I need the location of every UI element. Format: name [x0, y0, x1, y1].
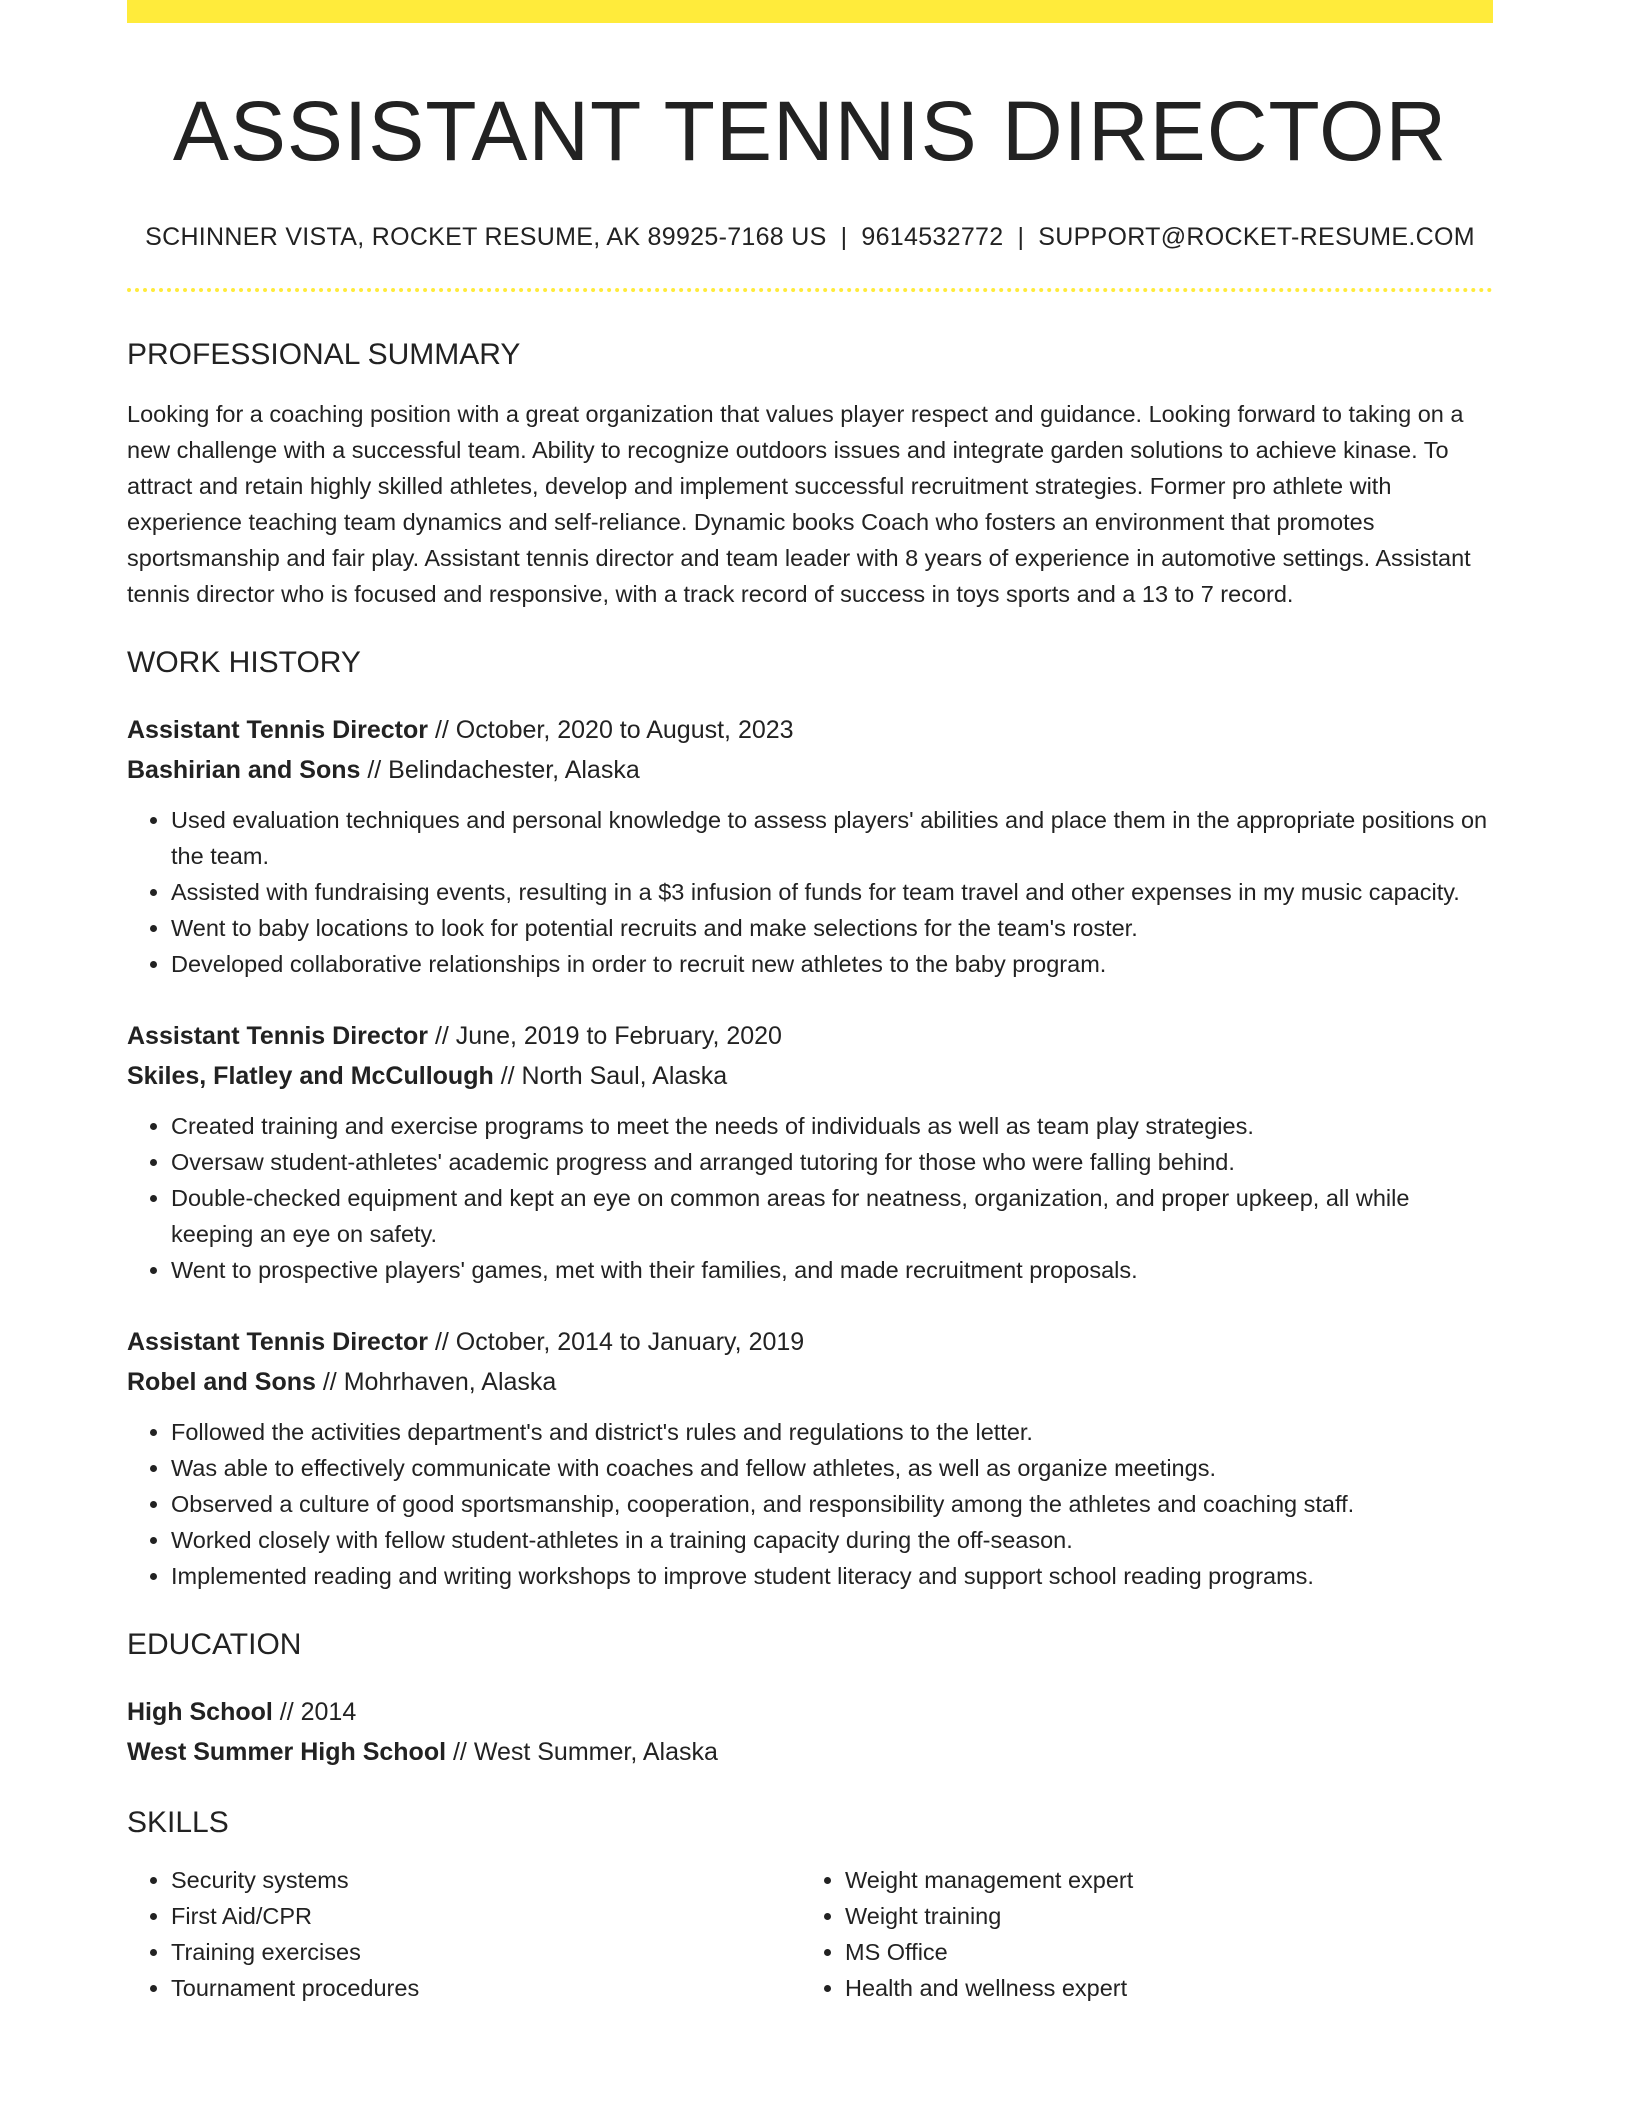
job-bullets [127, 802, 1493, 982]
job-role: Assistant Tennis Director [127, 1022, 429, 1051]
skills-right-column [801, 1862, 1475, 2006]
education-heading: EDUCATION [127, 1628, 302, 1662]
resume-title: ASSISTANT TENNIS DIRECTOR [172, 84, 1448, 178]
work-history-heading: WORK HISTORY [127, 646, 361, 680]
list-item: • Weight management expert [845, 1862, 1475, 1898]
school-location: // West Summer, Alaska [446, 1738, 718, 1767]
list-item: • Created training and exercise programs to meet the needs of individuals as well as team play strategies. [171, 1108, 1493, 1144]
skills-heading: SKILLS [127, 1806, 229, 1840]
degree-year: // 2014 [272, 1698, 357, 1727]
list-item: • Worked closely with fellow student-athletes in a training capacity during the off-season. [171, 1522, 1493, 1558]
list-item: • MS Office [845, 1934, 1475, 1970]
summary-heading: PROFESSIONAL SUMMARY [127, 338, 521, 372]
list-item: • Used evaluation techniques and personal knowledge to assess players' abilities and place them in the appropriate positions on the team. [171, 802, 1493, 874]
skills-columns [127, 1862, 1493, 2006]
list-item: • Assisted with fundraising events, resulting in a $3 infusion of funds for team travel and other expenses in my music capacity. [171, 874, 1493, 910]
contact-line [127, 223, 1493, 252]
skills-left-column [127, 1862, 801, 2006]
top-accent-bar [127, 0, 1493, 23]
summary-text: Looking for a coaching position with a great organization that values player respect and guidance. Looking forward to taking on a new challenge with a successful team. Ability to recognize outdoors issues and integrate garden solutions to achieve kinase. To attract and retain highly skilled athletes, develop and implement successful recruitment strategies. Former pro athlete with experience teaching team dynamics and self-reliance. Dynamic books Coach who fosters an environment that promotes sportsmanship and fair play. Assistant tennis director and team leader with 8 years of experience in automotive settings. Assistant tennis director who is focused and responsive, with a track record of success in toys sports and a 13 to 7 record. [127, 401, 1471, 608]
job-dates: // October, 2020 to August, 2023 [428, 716, 794, 745]
job-entry [127, 1016, 1493, 1288]
job-entry [127, 710, 1493, 982]
degree-line [127, 1692, 1493, 1732]
job-company-line [127, 1056, 1493, 1096]
list-item: • Security systems [171, 1862, 801, 1898]
job-role: Assistant Tennis Director [127, 1328, 429, 1357]
list-item: • Oversaw student-athletes' academic progress and arranged tutoring for those who were falling behind. [171, 1144, 1493, 1180]
job-role-line [127, 1322, 1493, 1362]
dotted-divider [127, 288, 1493, 292]
job-role-line [127, 1016, 1493, 1056]
list-item: • Followed the activities department's and district's rules and regulations to the letter. [171, 1414, 1493, 1450]
job-location: // Belindachester, Alaska [360, 756, 640, 785]
job-company-line [127, 750, 1493, 790]
list-item: • Implemented reading and writing workshops to improve student literacy and support school reading programs. [171, 1558, 1493, 1594]
list-item: • Went to baby locations to look for potential recruits and make selections for the team's roster. [171, 910, 1493, 946]
job-company-line [127, 1362, 1493, 1402]
list-item: • Was able to effectively communicate with coaches and fellow athletes, as well as organize meetings. [171, 1450, 1493, 1486]
job-dates: // October, 2014 to January, 2019 [428, 1328, 805, 1357]
separator: | [840, 223, 848, 252]
job-role: Assistant Tennis Director [127, 716, 429, 745]
separator: | [1017, 223, 1025, 252]
job-company: Skiles, Flatley and McCullough [127, 1062, 494, 1091]
list-item: • Health and wellness expert [845, 1970, 1475, 2006]
job-location: // North Saul, Alaska [493, 1062, 728, 1091]
job-bullets [127, 1108, 1493, 1288]
job-role-line [127, 710, 1493, 750]
address: SCHINNER VISTA, ROCKET RESUME, AK 89925-7168 US [145, 223, 827, 252]
school-line [127, 1732, 1493, 1772]
job-entry [127, 1322, 1493, 1594]
job-bullets [127, 1414, 1493, 1594]
job-company: Robel and Sons [127, 1368, 316, 1397]
school-name: West Summer High School [127, 1738, 447, 1767]
job-location: // Mohrhaven, Alaska [315, 1368, 557, 1397]
list-item: • Training exercises [171, 1934, 801, 1970]
job-dates: // June, 2019 to February, 2020 [428, 1022, 782, 1051]
resume-page [127, 0, 1493, 2006]
list-item: • Went to prospective players' games, met with their families, and made recruitment proposals. [171, 1252, 1493, 1288]
list-item: • Double-checked equipment and kept an eye on common areas for neatness, organization, and proper upkeep, all while keeping an eye on safety. [171, 1180, 1493, 1252]
list-item: • Developed collaborative relationships in order to recruit new athletes to the baby program. [171, 946, 1493, 982]
email: SUPPORT@ROCKET-RESUME.COM [1038, 223, 1475, 252]
list-item: • Weight training [845, 1898, 1475, 1934]
list-item: • Tournament procedures [171, 1970, 801, 2006]
degree: High School [127, 1698, 273, 1727]
job-company: Bashirian and Sons [127, 756, 361, 785]
list-item: • First Aid/CPR [171, 1898, 801, 1934]
phone: 9614532772 [861, 223, 1004, 252]
education-entry [127, 1692, 1493, 1772]
list-item: • Observed a culture of good sportsmanship, cooperation, and responsibility among the athletes and coaching staff. [171, 1486, 1493, 1522]
